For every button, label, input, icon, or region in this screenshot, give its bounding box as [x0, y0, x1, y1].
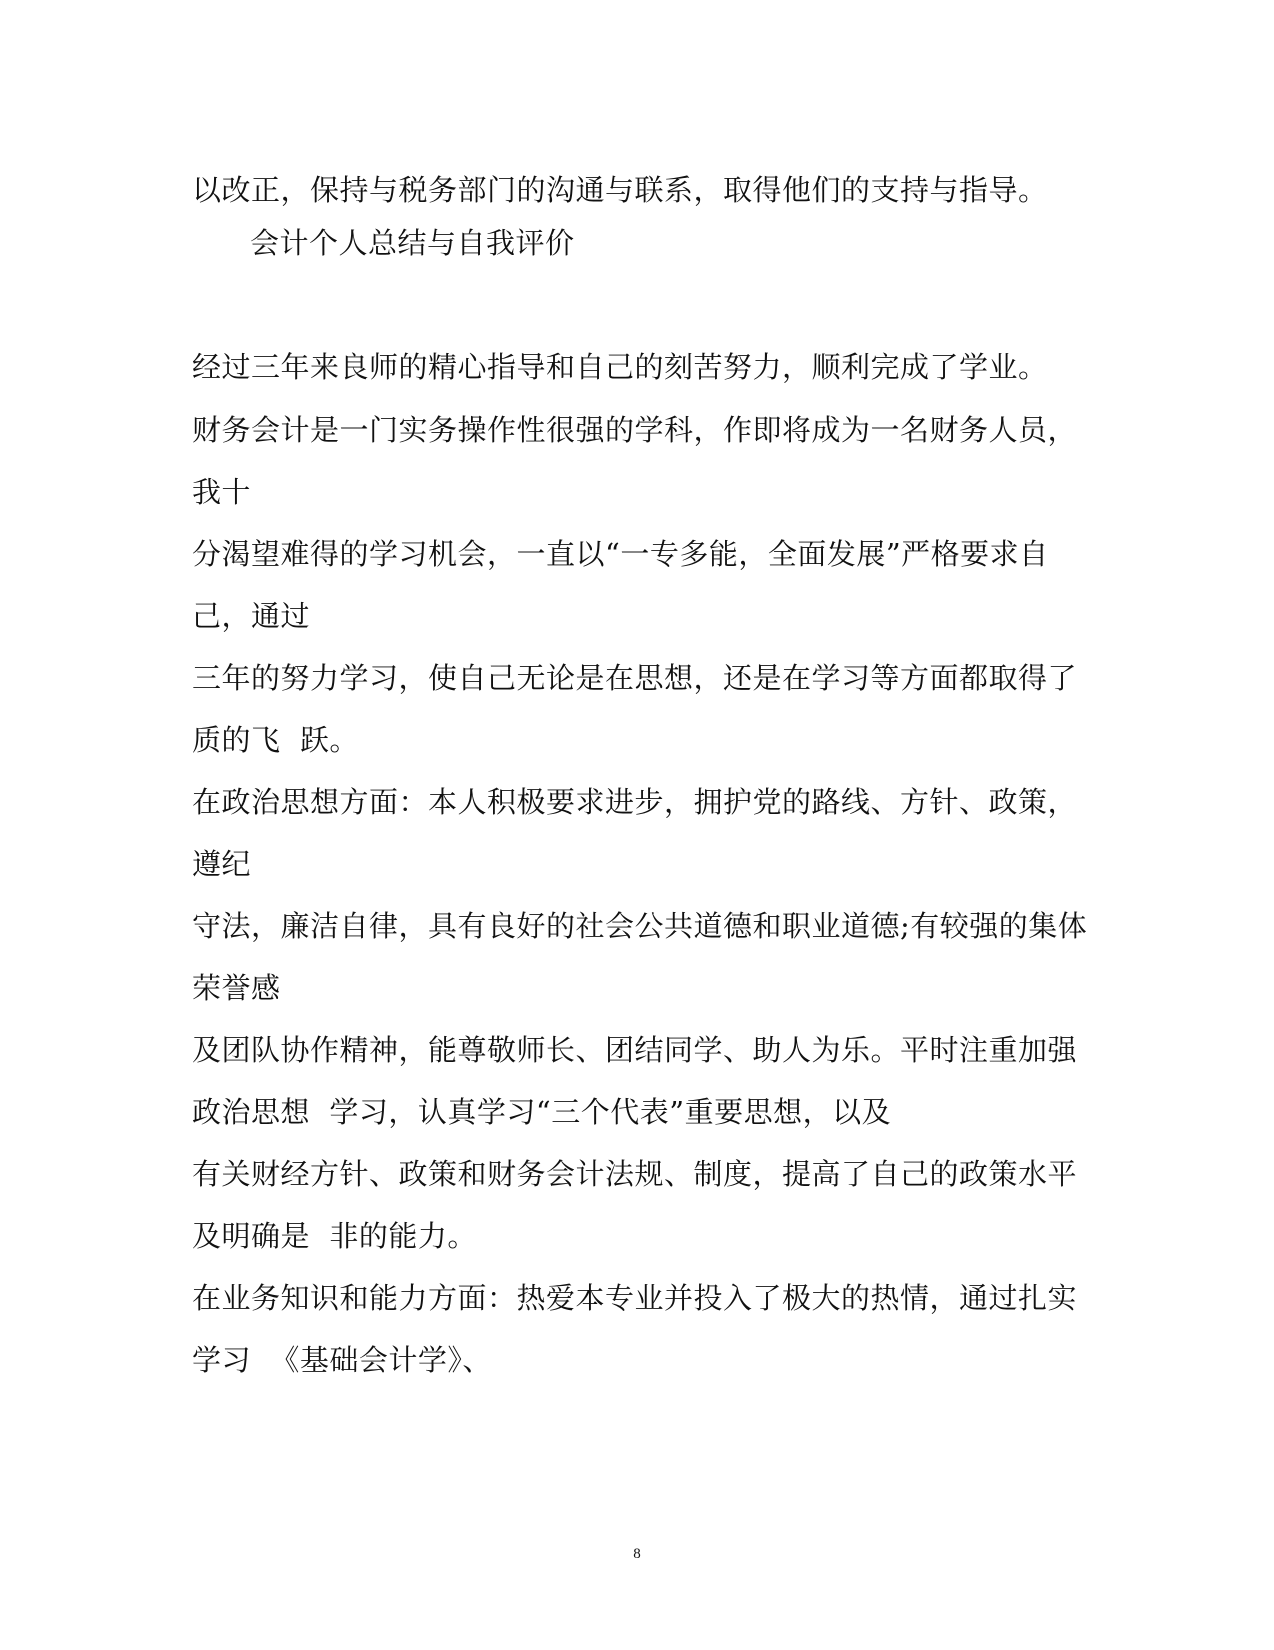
- text-line: 在业务知识和能力方面：热爱本专业并投入了极大的热情，通过扎实: [192, 1281, 1078, 1315]
- text-line: 及团队协作精神，能尊敬师长、团结同学、助人为乐。平时注重加强: [192, 1033, 1078, 1067]
- text-line: 三年的努力学习，使自己无论是在思想，还是在学习等方面都取得了: [192, 661, 1078, 695]
- text-line: 财务会计是一门实务操作性很强的学科，作即将成为一名财务人员，: [192, 413, 1078, 447]
- text-line: 经过三年来良师的精心指导和自己的刻苦努力，顺利完成了学业。: [192, 350, 1048, 384]
- text-line: 及明确是 非的能力。: [192, 1219, 477, 1253]
- text-line: 政治思想 学习，认真学习“三个代表”重要思想，以及: [192, 1095, 892, 1129]
- text-line: 我十: [192, 475, 252, 509]
- text-line: 学习 《基础会计学》、: [192, 1343, 492, 1377]
- text-line: 质的飞 跃。: [192, 723, 359, 757]
- text-line: 分渴望难得的学习机会，一直以“一专多能，全面发展”严格要求自: [192, 537, 1049, 571]
- section-heading: 会计个人总结与自我评价: [250, 226, 575, 260]
- text-line: 荣誉感: [192, 971, 281, 1005]
- text-line: 在政治思想方面：本人积极要求进步，拥护党的路线、方针、政策，: [192, 785, 1078, 819]
- text-line: 遵纪: [192, 847, 252, 881]
- page-number: 8: [633, 1546, 641, 1562]
- text-line: 守法，廉洁自律，具有良好的社会公共道德和职业道德;有较强的集体: [192, 909, 1088, 943]
- text-line: 以改正，保持与税务部门的沟通与联系，取得他们的支持与指导。: [192, 173, 1048, 207]
- text-line: 有关财经方针、政策和财务会计法规、制度，提高了自己的政策水平: [192, 1157, 1078, 1191]
- text-line: 己，通过: [192, 599, 311, 633]
